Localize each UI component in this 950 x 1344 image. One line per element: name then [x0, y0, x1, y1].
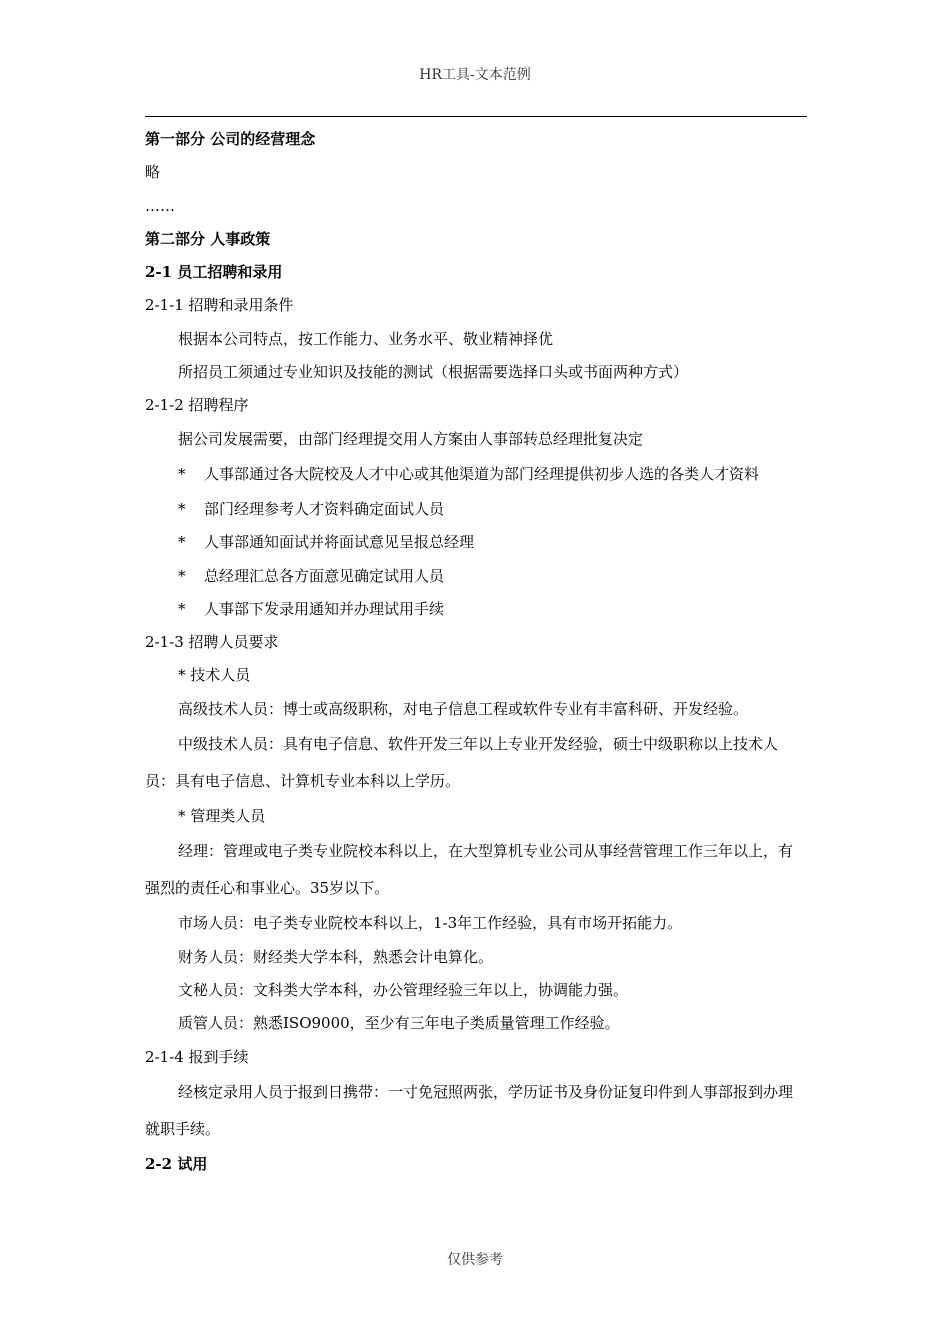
- part2-title: 第二部分 人事政策: [145, 229, 271, 248]
- bullet-marker: *: [178, 533, 186, 552]
- paragraph: 中级技术人员：具有电子信息、软件开发三年以上专业开发经验，硕士中级职称以上技术人员：具有电子信息、计算机专业本科以上学历。: [145, 735, 779, 791]
- bullet-text: 人事部通过各大院校及人才中心或其他渠道为部门经理提供初步人选的各类人才资料: [204, 464, 760, 483]
- section-2-2-title: 2-2 试用: [145, 1154, 208, 1173]
- bullet-item: [145, 497, 807, 530]
- bullet-item: [145, 597, 807, 630]
- section-2-1-3-title: 2-1-3 招聘人员要求: [145, 633, 279, 652]
- paragraph: 高级技术人员：博士或高级职称，对电子信息工程或软件专业有丰富科研、开发经验。: [178, 699, 749, 718]
- section-2-1-2-title: 2-1-2 招聘程序: [145, 396, 249, 415]
- bullet-text: 部门经理参考人才资料确定面试人员: [204, 499, 445, 518]
- section-2-1-title: 2-1 员工招聘和录用: [145, 263, 283, 282]
- paragraph: 市场人员：电子类专业院校本科以上，1-3年工作经验，具有市场开拓能力。: [178, 914, 683, 933]
- header-rule: [145, 116, 807, 117]
- section-2-1-1-title: 2-1-1 招聘和录用条件: [145, 296, 294, 315]
- paragraph: 所招员工须通过专业知识及技能的测试（根据需要选择口头或书面两种方式）: [178, 363, 689, 382]
- paragraph: 文秘人员：文科类大学本科，办公管理经验三年以上，协调能力强。: [178, 980, 629, 999]
- section-2-1-4-title: 2-1-4 报到手续: [145, 1047, 249, 1066]
- bullet-text: 总经理汇总各方面意见确定试用人员: [204, 566, 445, 585]
- bullet-item: [145, 530, 807, 563]
- page-footer: 仅供参考: [447, 1252, 503, 1268]
- paragraph: 据公司发展需要，由部门经理提交用人方案由人事部转总经理批复决定: [178, 429, 644, 448]
- document-body: [145, 127, 807, 1185]
- tech-staff-heading: * 技术人员: [178, 666, 251, 685]
- bullet-marker: *: [178, 566, 186, 585]
- paragraph: 经理：管理或电子类专业院校本科以上，在大型算机专业公司从事经营管理工作三年以上，有强烈的责任心和事业心。35岁以下。: [145, 842, 794, 898]
- bullet-text: 人事部通知面试并将面试意见呈报总经理: [204, 533, 475, 552]
- bullet-marker: *: [178, 599, 186, 618]
- part1-title: 第一部分 公司的经营理念: [145, 130, 316, 148]
- bullet-text: 人事部下发录用通知并办理试用手续: [204, 599, 445, 618]
- ellipsis: ……: [145, 196, 175, 215]
- management-staff-heading: * 管理类人员: [178, 807, 266, 826]
- paragraph: 财务人员：财经类大学本科，熟悉会计电算化。: [178, 947, 494, 966]
- page-header: HR工具-文本范例: [419, 67, 531, 83]
- bullet-marker: *: [178, 464, 186, 483]
- paragraph: 根据本公司特点，按工作能力、业务水平、敬业精神择优: [178, 329, 554, 348]
- bullet-item: [145, 456, 807, 493]
- bullet-marker: *: [178, 499, 186, 518]
- paragraph: 经核定录用人员于报到日携带：一寸免冠照两张，学历证书及身份证复印件到人事部报到办理就职手续。: [145, 1082, 794, 1138]
- bullet-item: [145, 564, 807, 597]
- part1-body: 略: [145, 163, 161, 182]
- paragraph: 质管人员：熟悉ISO9000，至少有三年电子类质量管理工作经验。: [178, 1014, 620, 1033]
